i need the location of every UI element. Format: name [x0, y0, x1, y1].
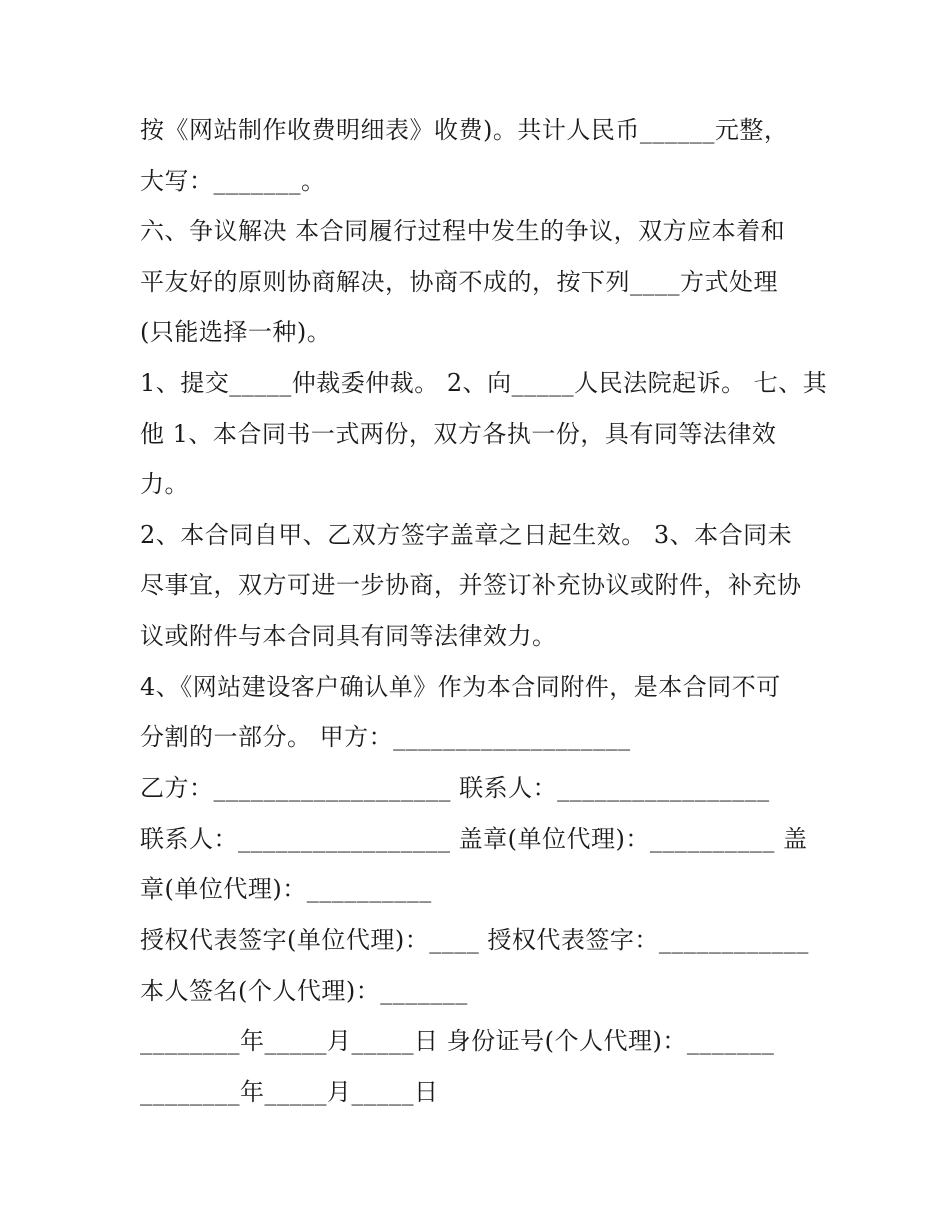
text-line-14: 乙方：___________________ 联系人：_________________ [140, 774, 770, 802]
text-line-11: 议或附件与本合同具有同等法律效力。 [140, 622, 557, 650]
text-line-17: 授权代表签字(单位代理)：____ 授权代表签字：____________ [140, 926, 809, 954]
text-line-12: 4、《网站建设客户确认单》作为本合同附件，是本合同不可 [140, 673, 781, 701]
text-line-4: 平友好的原则协商解决，协商不成的，按下列____方式处理 [140, 268, 778, 296]
text-line-7: 他 1、本合同书一式两份，双方各执一份，具有同等法律效 [140, 420, 777, 448]
text-line-20: ________年_____月_____日 [140, 1078, 439, 1106]
text-line-2: 大写：_______。 [140, 167, 326, 195]
text-line-19: ________年_____月_____日 身份证号(个人代理)：_______ [140, 1027, 775, 1055]
text-line-16: 章(单位代理)：__________ [140, 875, 432, 903]
text-line-13: 分割的一部分。 甲方：___________________ [140, 723, 631, 751]
text-line-3: 六、争议解决 本合同履行过程中发生的争议，双方应本着和 [140, 217, 786, 245]
text-line-18: 本人签名(个人代理)：_______ [140, 977, 468, 1005]
text-line-5: (只能选择一种)。 [140, 318, 332, 346]
text-line-8: 力。 [140, 470, 189, 498]
text-line-6: 1、提交_____仲裁委仲裁。 2、向_____人民法院起诉。 七、其 [140, 369, 828, 397]
text-line-10: 尽事宜，双方可进一步协商，并签订补充协议或附件，补充协 [140, 571, 802, 599]
text-line-1: 按《网站制作收费明细表》收费)。共计人民币______元整， [140, 116, 789, 144]
text-line-9: 2、本合同自甲、乙双方签字盖章之日起生效。 3、本合同未 [140, 521, 793, 549]
text-line-15: 联系人：_________________ 盖章(单位代理)：__________ 盖 [140, 825, 808, 853]
